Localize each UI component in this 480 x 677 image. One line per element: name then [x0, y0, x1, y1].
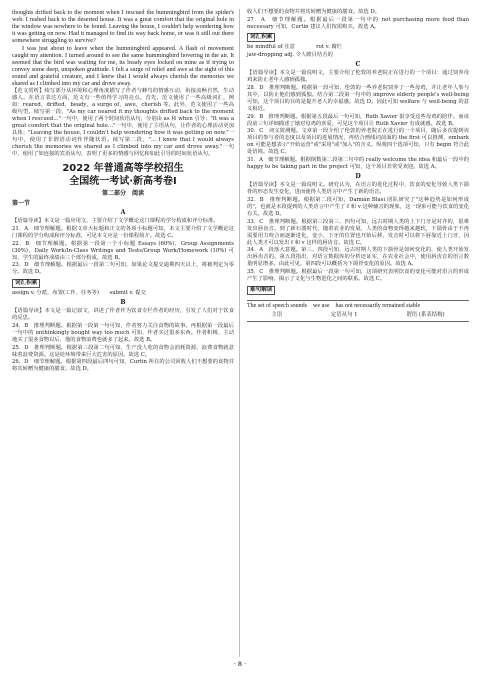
answer-21: 21．A 细节理解题。根据文章大标题和正文的各项小标题可知，本文主要介绍了文学概论这门课程的学分构成和评分标准，可见本文应是一份课程简介。故选 C。 — [12, 225, 234, 239]
sentence-diagram — [247, 300, 469, 322]
section-heading: 第一节 — [12, 200, 31, 208]
answer-25: 25．D 推理判断题。根据第三段第二句可知，生产没人吃的食物会消耗资源，浪费食物就意味着浪费资源。这是给环境带来巨大危害的原因。故选 C。 — [12, 344, 234, 358]
vocab-label-b: 词汇积累 — [247, 33, 275, 42]
answer-27: 27．A 细节理解题。根据最后一段第一句中的 not purchasing more food than necessary 可知，Curtin 建议人们按需购买。故选 A。 — [247, 16, 469, 30]
answer-29: 29．B 推理判断题。根据第五段最后一句可知，Ruth Xavier 很享受这些母鸡的陪伴。而该段前三句详细描述了她对母鸡的喜爱，可见这个项目让 Ruth Xavier 有成就感。故选 B。 — [247, 113, 469, 127]
answer-31: 31．A 细节理解题。根据倒数第二段第二句中的 really welcome the idea 和最后一段中的 happy to be taking part in the project 可知，这个项目非常受欢迎。故选 A。 — [247, 157, 469, 171]
answer-23: 23．D 细节理解题。根据最后一段第二句可知，如果论文提交逾期四天以上，将被判定为零分。故选 D。 — [12, 262, 234, 276]
exam-subtitle: 全国统一考试·新高考卷Ⅰ — [69, 176, 177, 188]
answer-22: 22．B 细节理解题。根据第一段第一个小标题 Essays (60%)，Group Assignments (30%)，Daily Work/In-Class Writings and Tests/Group Work/Homework (10%) 可知，学生的最终成绩由三个部分构成。故选 B。 — [12, 240, 234, 261]
vocab-a: assign v. 分派，布置(工作，任务等) submit v. 提交 — [12, 290, 146, 297]
left-column — [12, 9, 234, 374]
continuation-paragraph-2: I was just about to leave when the hummingbird appeared. A flash of movement caught my attention. I turned around to see the same hummingbird hovering in the air. It seemed that the bird was waiting for me, its beady eyes locked on mine as if trying to convey some deep, unspoken gratitude. I felt a surge of relief and awe at the sight of this sound and grateful creature, and I knew that I would always cherish the memories we shared as I climbed into my car and drove away. — [12, 44, 234, 88]
vocab-label: 词汇积累 — [12, 279, 40, 288]
passage-b-intro: 【语篇导读】本文是一篇记叙文，讲述了作者作为饮食专栏作者的经历，引发了人们对于饮食的反思。 — [12, 308, 234, 322]
vocab-b-line-1: be mindful of 注意 rot v. 腐烂 — [247, 44, 342, 51]
passage-letter-d: D — [355, 173, 361, 181]
continuation-paragraph-1: thoughts drifted back to the moment when I rescued the hummingbird from the spider's web. I rushed back to the deserted house. It was a great comfort that the original hole in the window was nowhere to be found. Leaving the house, I couldn't help wondering how it was getting on now. Had it managed to find its way back home, or was it still out there somewhere struggling to survive? — [12, 9, 234, 45]
answer-26-continued: 收人们不想要的食物并将其转赠为健康的膳食。故选 D。 — [247, 9, 381, 15]
right-column — [247, 9, 469, 322]
passage-a-intro: 【语篇导读】本文是一篇应用文，主要介绍了文学概论这门课程的学分构成和评分标准。 — [12, 218, 219, 225]
answer-24: 24．B 推理判断题。根据第一段第一句可知，作者努力关注食物的故事。再根据第一段最后一句中的 unthinkingly bought way too much 可知，作者买过很多东西。作者积极、主动地买了很多食物以后，他的食物浪费也就多了起来。故选 B。 — [12, 322, 234, 343]
part-heading: 第二部分 阅读 — [101, 190, 144, 198]
diagram-label-subject: 主语 — [271, 311, 283, 318]
passage-d-intro: 【语篇导读】本文是一篇说明文。研究认为，在语言的进化过程中，饮食的变化导致人类下颌骨的形态发生变化，进而使得人类语言中产生了新的语音。 — [247, 182, 469, 196]
passage-letter-a: A — [120, 209, 126, 217]
diagram-labels — [247, 312, 469, 319]
answer-33: 33．C 推理判断题。根据第三段第三、四句可知，远古时期人类的上下门牙是对齐的，很难发出唇齿音。到了新石器时代，随着农业的发展，人类的食物变得越来越软，下颌骨由于不再需要用力咬合而逐渐进化，变小，下牙的位置也开始后移，发音时可以将下唇靠近上门牙，因此人类才可以发出 f 和 v 这样的唇齿音。故选 C。 — [247, 218, 469, 246]
diagram-label-predicate: 谓语 (系表结构) — [406, 311, 445, 318]
exam-title: 2022 年普通高等学校招生 — [62, 163, 184, 175]
answer-32: 32．B 推理判断题。根据第二段可知，Damián Blasi 团队研究了"这种趋势是如何形成的"，也就是本段提到的人类语言中产生了 f 和 v 这种辅音的现象，这一现象可能与饮食的变化有关。故选 D。 — [247, 196, 469, 217]
passage-letter-c: C — [355, 61, 361, 69]
vocab-b-line-2: jaw-dropping adj. 令人瞠目结舌的 — [247, 51, 333, 58]
page-number: · 8 · — [233, 660, 247, 668]
diagram-label-clause: 定语从句 1 — [330, 311, 358, 318]
diagram-sentence: The set of speech sounds we use has not necessarily remained stable — [247, 302, 421, 309]
column-divider — [239, 9, 240, 657]
answer-26: 26．D 细节理解题。根据第四段最后四句可知，Curtin 所在的公司回收人们不想要的食物并将其转赠为健康的膳食。故选 D。 — [12, 359, 234, 373]
answer-28: 28．D 推理判断题。根据第一段可知，伦敦的一些养老院饲养了一些母鸡，并让老年人参与其中，以防止他们感到孤独。结合第二段第一句中的 improve elderly people's well-being 可知，这个项目的目的是提升老人的幸福感。故选 D。因此可知 welfare 与 well-being 的意义相近。 — [247, 84, 469, 112]
difficult-sentence-label: 难句解读 — [247, 286, 275, 295]
model-analysis: 【范文赏析】续写部分从环境和心理角度描写了作者与蜂鸟的情感互动，衔接流畅自然，生动感人。在语言表达方面，范文有一些值得学习的亮点。首先，范文使用了一些高级词汇，例如：reared，drifted，beady，a surge of，awe，cherish 等。此外，范文使用了一些高级句型。续写第一段，"As my car neared it my thoughts drifted back to the moment when I rescued…"一句中，使用了两个时间状语从句，分别由 as 和 when 引导；"It was a great comfort that the original hole…"一句中，使用了主语从句，让作者的心理活动更加具体；"Leaving the house, I couldn't help wondering how it was getting on now."一句中，使用了非谓语动词作伴随状语。续写第二段，"… I knew that I would always cherish the memories we shared as I climbed into my car and drove away."一句中，使用了如连接的宾语从句，表明了更多的情感与回忆和如此引导的时间状语从句。 — [12, 87, 234, 158]
answer-30: 30．C 词义猜测题。文章第一段介绍了伦敦的养老院正在进行的一个项目，随后多次提到该项目的参与者的态度以及项目的进展情况，再结合画线词前面的 the first 可以推测，embark on 可能是想表示"开始运营"或"采用"或"加入"的含义。纵观四个选项可知，只有 begin 符合此处语境。故选 C。 — [247, 128, 469, 156]
answer-34: 34．A 段落大意题。第三、四段可知，远古时期人类的下颌骨是如何变化的，使人类开始发出唇齿音的。第五段指出，对语言数据库的分析还证实，在农业社会中，使用唇齿音的语言数量明显增多。由此可见，第四段可以概括为下颌骨变化的原因。故选 A。 — [247, 247, 469, 268]
answer-35: 35．C 推理判断题。根据最后一段第一句可知，这项研究表明饮食的变化可能对语言的形成产生了影响，揭示了文化与生物进化之间的联系。故选 C。 — [247, 269, 469, 283]
passage-letter-b: B — [120, 299, 126, 307]
passage-c-intro: 【语篇导读】本文是一篇说明文，主要介绍了伦敦的养老院正在进行的一个项目：通过饲养母鸡来防止老年人感到孤独。 — [247, 70, 469, 84]
